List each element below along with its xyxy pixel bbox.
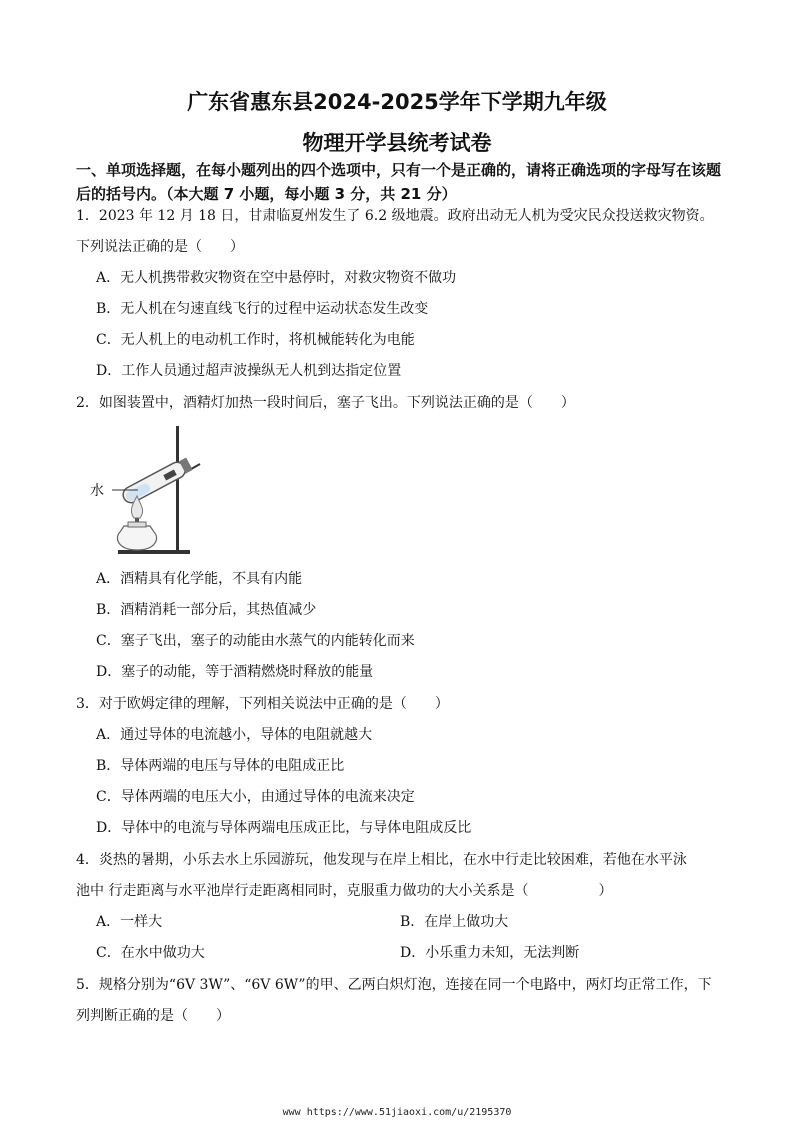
exam-title-line2: 物理开学县统考试卷 [302,131,492,155]
question-3-stem: 3．对于欧姆定律的理解，下列相关说法中正确的是（ ） [76,696,449,712]
figure-water-label: 水 [90,483,104,499]
question-3-option-c: C．导体两端的电压大小，由通过导体的电流来决定 [96,789,415,805]
question-4-stem: 4．炎热的暑期，小乐去水上乐园游玩，他发现与在岸上相比，在水中行走比较困难，若他在水平泳 [76,852,687,868]
question-4-option-c: C．在水中做功大 [96,945,205,961]
question-1-option-a: A．无人机携带救灾物资在空中悬停时，对救灾物资不做功 [96,270,457,286]
question-4-option-d: D．小乐重力未知，无法判断 [400,945,580,961]
question-3-option-b: B．导体两端的电压与导体的电阻成正比 [96,758,345,774]
question-2-stem: 2．如图装置中，酒精灯加热一段时间后，塞子飞出。下列说法正确的是（ ） [76,395,575,411]
alcohol-lamp-apparatus-figure [90,422,220,562]
question-4-stem-cont: 池中 行走距离与水平池岸行走距离相同时，克服重力做功的大小关系是（ ） [76,883,613,899]
question-3-option-d: D．导体中的电流与导体两端电压成正比，与导体电阻成反比 [96,820,472,836]
question-1-option-d: D．工作人员通过超声波操纵无人机到达指定位置 [96,363,402,379]
question-2-option-c: C．塞子飞出，塞子的动能由水蒸气的内能转化而来 [96,633,415,649]
question-1-stem: 1．2023 年 12 月 18 日，甘肃临夏州发生了 6.2 级地震。政府出动无人机为受灾民众投送救灾物资。 [76,208,714,224]
question-5-stem-cont: 列判断正确的是（ ） [76,1008,230,1024]
question-2-option-a: A．酒精具有化学能，不具有内能 [96,571,303,587]
question-5-stem: 5．规格分别为“6V 3W”、“6V 6W”的甲、乙两白炽灯泡，连接在同一个电路中，两灯均正常工作，下 [76,977,712,993]
section-heading: 一、单项选择题，在每小题列出的四个选项中，只有一个是正确的，请将正确选项的字母写在该题后的括号内。（本大题 7 小题，每小题 3 分，共 21 分） [76,161,722,203]
question-1-option-b: B．无人机在匀速直线飞行的过程中运动状态发生改变 [96,301,429,317]
question-1-stem-cont: 下列说法正确的是（ ） [76,239,244,255]
footer-watermark-url: www https://www.51jiaoxi.com/u/2195370 [282,1107,512,1118]
exam-title-line1: 广东省惠东县2024-2025学年下学期九年级 [187,90,607,114]
question-2-option-b: B．酒精消耗一部分后，其热值减少 [96,602,317,618]
question-2-option-d: D．塞子的动能，等于酒精燃烧时释放的能量 [96,664,374,680]
question-1-option-c: C．无人机上的电动机工作时，将机械能转化为电能 [96,332,415,348]
question-3-option-a: A．通过导体的电流越小，导体的电阻就越大 [96,727,373,743]
apparatus-drawing [90,422,220,562]
question-4-option-b: B．在岸上做功大 [400,914,509,930]
question-4-option-a: A．一样大 [96,914,163,930]
